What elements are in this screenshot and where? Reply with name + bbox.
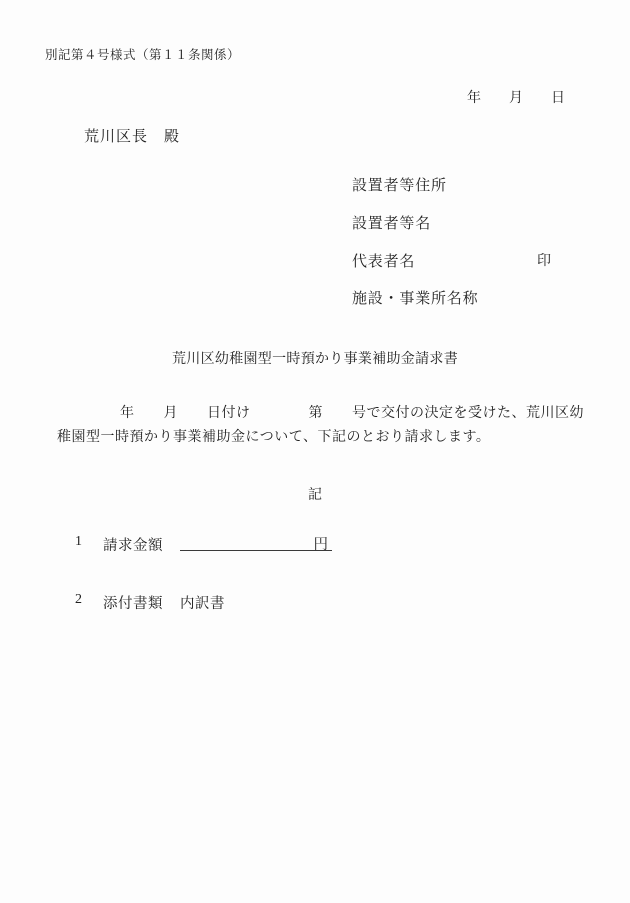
ki-section-marker: 記 xyxy=(308,488,322,503)
item-1-label-claim-amount: 請求金額 xyxy=(103,538,163,554)
claim-amount-unit: 円 xyxy=(313,537,328,553)
item-1-number: 1 xyxy=(75,534,82,549)
body-paragraph-line1: 年 月 日付け 第 号で交付の決定を受けた、荒川区幼 xyxy=(120,406,584,421)
field-label-applicant-address: 設置者等住所 xyxy=(352,178,447,194)
body-paragraph-line2: 稚園型一時預かり事業補助金について、下記のとおり請求します。 xyxy=(57,430,491,445)
item-2-number: 2 xyxy=(75,592,82,607)
form-number: 別記第４号様式（第１１条関係） xyxy=(45,48,241,62)
field-label-representative-name: 代表者名 xyxy=(352,254,416,270)
seal-mark: 印 xyxy=(537,254,551,269)
claim-amount-blank-field xyxy=(180,533,332,551)
addressee: 荒川区長 殿 xyxy=(84,129,181,145)
date-line: 年 月 日 xyxy=(467,91,565,106)
field-label-facility-name: 施設・事業所名称 xyxy=(352,291,479,307)
item-2-value-statement: 内訳書 xyxy=(180,596,225,612)
item-2-label-attachments: 添付書類 xyxy=(103,596,163,612)
document-title: 荒川区幼稚園型一時預かり事業補助金請求書 xyxy=(172,352,458,367)
field-label-applicant-name: 設置者等名 xyxy=(352,216,432,232)
